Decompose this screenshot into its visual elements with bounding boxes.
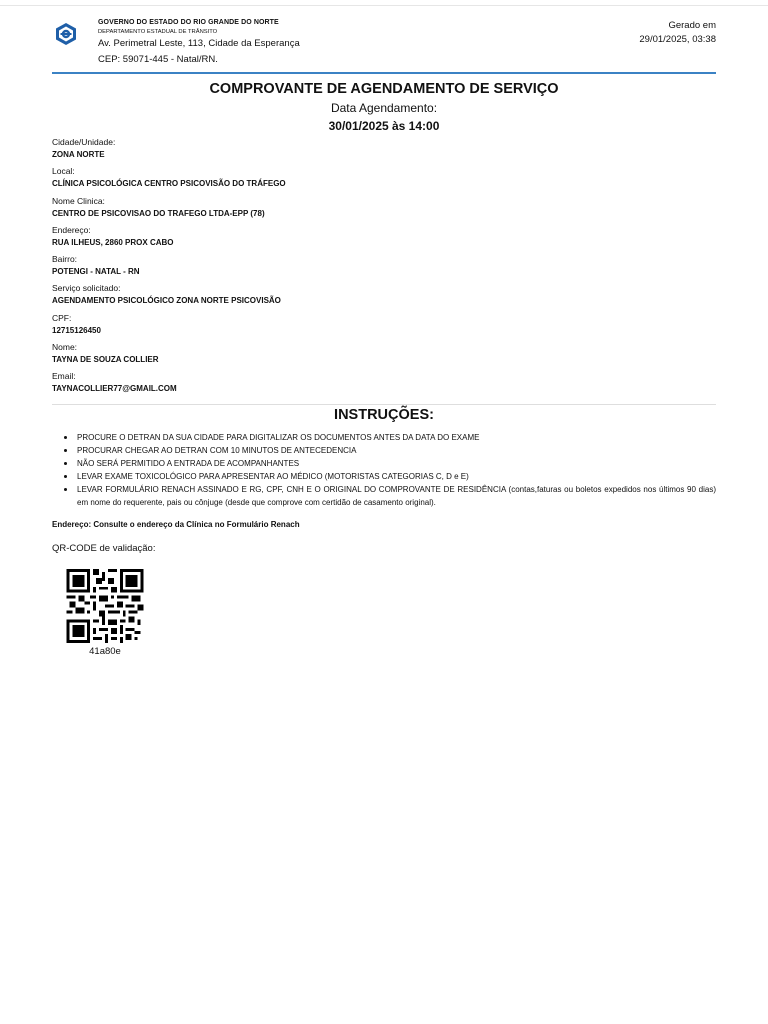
section-divider	[52, 404, 716, 405]
address-note: Endereço: Consulte o endereço da Clínica no Formulário Renach	[52, 520, 300, 529]
field-local	[52, 165, 716, 194]
instructions-list	[52, 431, 716, 509]
field-label: CPF:	[52, 312, 72, 323]
field-value: TAYNA DE SOUZA COLLIER	[52, 355, 159, 365]
field-value: POTENGI - NATAL - RN	[52, 267, 140, 277]
instruction-item: LEVAR EXAME TOXICOLÓGICO PARA APRESENTAR AO MÉDICO (MOTORISTAS CATEGORIAS C, D e E)	[52, 470, 716, 483]
field-email	[52, 370, 716, 399]
field-value: AGENDAMENTO PSICOLÓGICO ZONA NORTE PSICOVISÃO	[52, 296, 281, 306]
generated-value: 29/01/2025, 03:38	[639, 34, 716, 45]
org-block	[98, 18, 300, 67]
field-nome-clinica	[52, 195, 716, 224]
qr-label: QR-CODE de validação:	[52, 543, 156, 554]
field-endereco	[52, 224, 716, 253]
document-title: COMPROVANTE DE AGENDAMENTO DE SERVIÇO	[209, 81, 559, 97]
generated-label: Gerado em	[668, 20, 716, 31]
org-cep: CEP: 59071-445 - Natal/RN.	[98, 54, 218, 65]
field-label: Endereço:	[52, 224, 91, 235]
instruction-item: PROCURAR CHEGAR AO DETRAN COM 10 MINUTOS DE ANTECEDENCIA	[52, 444, 716, 457]
field-label: Serviço solicitado:	[52, 283, 121, 294]
document-header	[52, 18, 716, 74]
qr-code-icon	[66, 569, 144, 643]
schedule-label: Data Agendamento:	[330, 101, 438, 115]
field-value: CENTRO DE PSICOVISAO DO TRAFEGO LTDA-EPP (78)	[52, 208, 265, 218]
field-label: Local:	[52, 166, 75, 177]
field-nome	[52, 341, 716, 370]
field-value: RUA ILHEUS, 2860 PROX CABO	[52, 237, 174, 247]
instruction-item: NÃO SERÁ PERMITIDO A ENTRADA DE ACOMPANHANTES	[52, 457, 716, 470]
qr-validation-code: 41a80e	[89, 646, 121, 657]
field-cidade-unidade	[52, 136, 716, 165]
field-bairro	[52, 253, 716, 282]
field-value: 12715126450	[52, 325, 101, 335]
header-divider	[52, 72, 716, 74]
appointment-details	[52, 136, 716, 400]
org-address: Av. Perimetral Leste, 113, Cidade da Esperança	[98, 38, 300, 49]
field-value: CLÍNICA PSICOLÓGICA CENTRO PSICOVISÃO DO TRÁFEGO	[52, 179, 286, 189]
field-label: Nome:	[52, 342, 78, 353]
instruction-item: LEVAR FORMULÁRIO RENACH ASSINADO E RG, CPF, CNH E O ORIGINAL DO COMPROVANTE DE RESIDÊNCIA (contas,faturas ou boletos expedidos nos últimos 90 dias) em nome do requerente, pais ou cônjuge (desde que comprove com certidão de casamento original).	[52, 483, 716, 509]
instructions-title: INSTRUÇÕES:	[334, 407, 434, 423]
field-value: ZONA NORTE	[52, 150, 105, 159]
instruction-item: PROCURE O DETRAN DA SUA CIDADE PARA DIGITALIZAR OS DOCUMENTOS ANTES DA DATA DO EXAME	[52, 431, 716, 444]
field-servico	[52, 282, 716, 311]
top-divider	[0, 5, 768, 6]
detran-logo-icon	[54, 22, 78, 46]
field-label: Bairro:	[52, 254, 78, 265]
field-label: Nome Clinica:	[52, 195, 105, 206]
generated-info	[639, 19, 716, 47]
field-cpf	[52, 312, 716, 341]
dept-name: DEPARTAMENTO ESTADUAL DE TRÂNSITO	[98, 29, 218, 35]
org-name: GOVERNO DO ESTADO DO RIO GRANDE DO NORTE	[98, 19, 279, 26]
schedule-value: 30/01/2025 às 14:00	[328, 119, 440, 133]
field-value: TAYNACOLLIER77@GMAIL.COM	[52, 384, 177, 394]
field-label: Email:	[52, 371, 76, 382]
field-label: Cidade/Unidade:	[52, 137, 116, 147]
